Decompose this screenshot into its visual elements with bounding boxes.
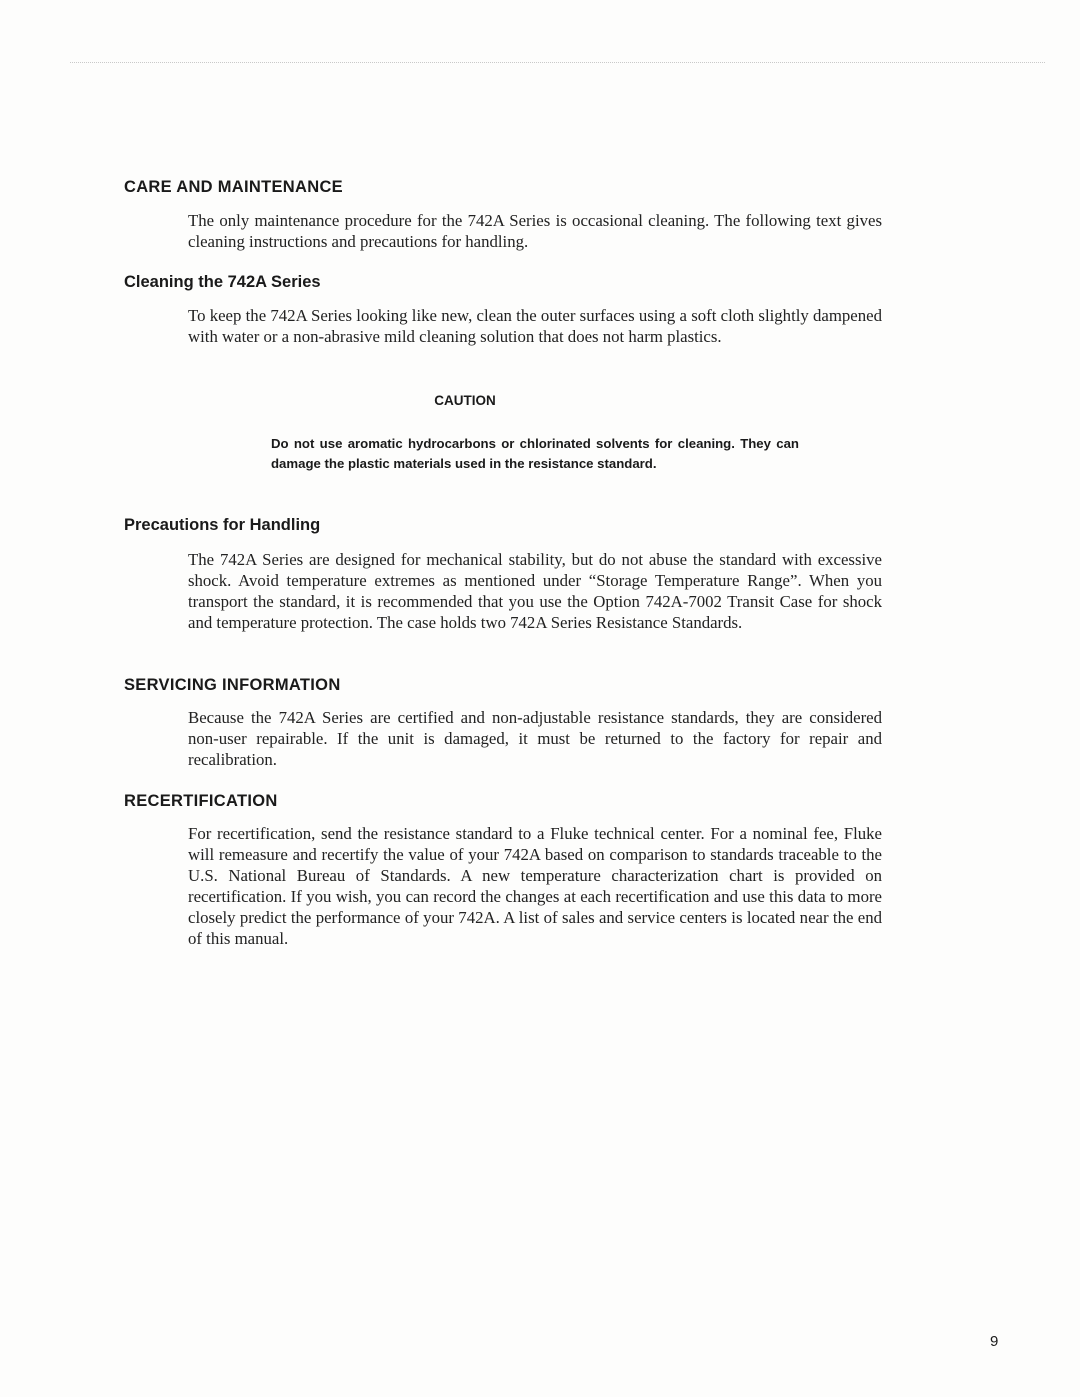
handling-paragraph: The 742A Series are designed for mechanical stability, but do not abuse the standard with excessive shock. Avoid temperature extremes as mentioned under “Storage Temperature Range”. When you transport the standard, it is recommended that you use the Option 742A-7002 Transit Case for shock and temperature protection. The case holds two 742A Series Resistance Standards. [188,550,882,632]
handling-heading: Precautions for Handling [124,516,321,534]
servicing-paragraph: Because the 742A Series are certified and non-adjustable resistance standards, they are considered non-user repairable. If the unit is damaged, it must be returned to the factory for repair and recalibration. [188,708,882,769]
caution-title: CAUTION [434,393,496,408]
cleaning-paragraph: To keep the 742A Series looking like new, clean the outer surfaces using a soft cloth slightly dampened with water or a non-abrasive mild cleaning solution that does not harm plastics. [188,306,882,346]
caution-text: Do not use aromatic hydrocarbons or chlorinated solvents for cleaning. They can damage the plastic materials used in the resistance standard. [271,436,799,471]
cleaning-heading: Cleaning the 742A Series [124,273,321,291]
page-number: 9 [990,1333,999,1350]
care-intro-paragraph: The only maintenance procedure for the 742A Series is occasional cleaning. The following text gives cleaning instructions and precautions for handling. [188,211,882,251]
recertification-paragraph: For recertification, send the resistance standard to a Fluke technical center. For a nominal fee, Fluke will remeasure and recertify the value of your 742A based on comparison to standards traceable to the U.S. National Bureau of Standards. A new temperature characterization chart is provided on recertification. If you wish, you can record the changes at each recertification and use this data to more closely predict the performance of your 742A. A list of sales and service centers is located near the end of this manual. [188,824,882,948]
scan-edge-line [70,62,1045,63]
servicing-heading: SERVICING INFORMATION [124,676,341,694]
recertification-heading: RECERTIFICATION [124,792,278,810]
care-maintenance-heading: CARE AND MAINTENANCE [124,178,343,196]
